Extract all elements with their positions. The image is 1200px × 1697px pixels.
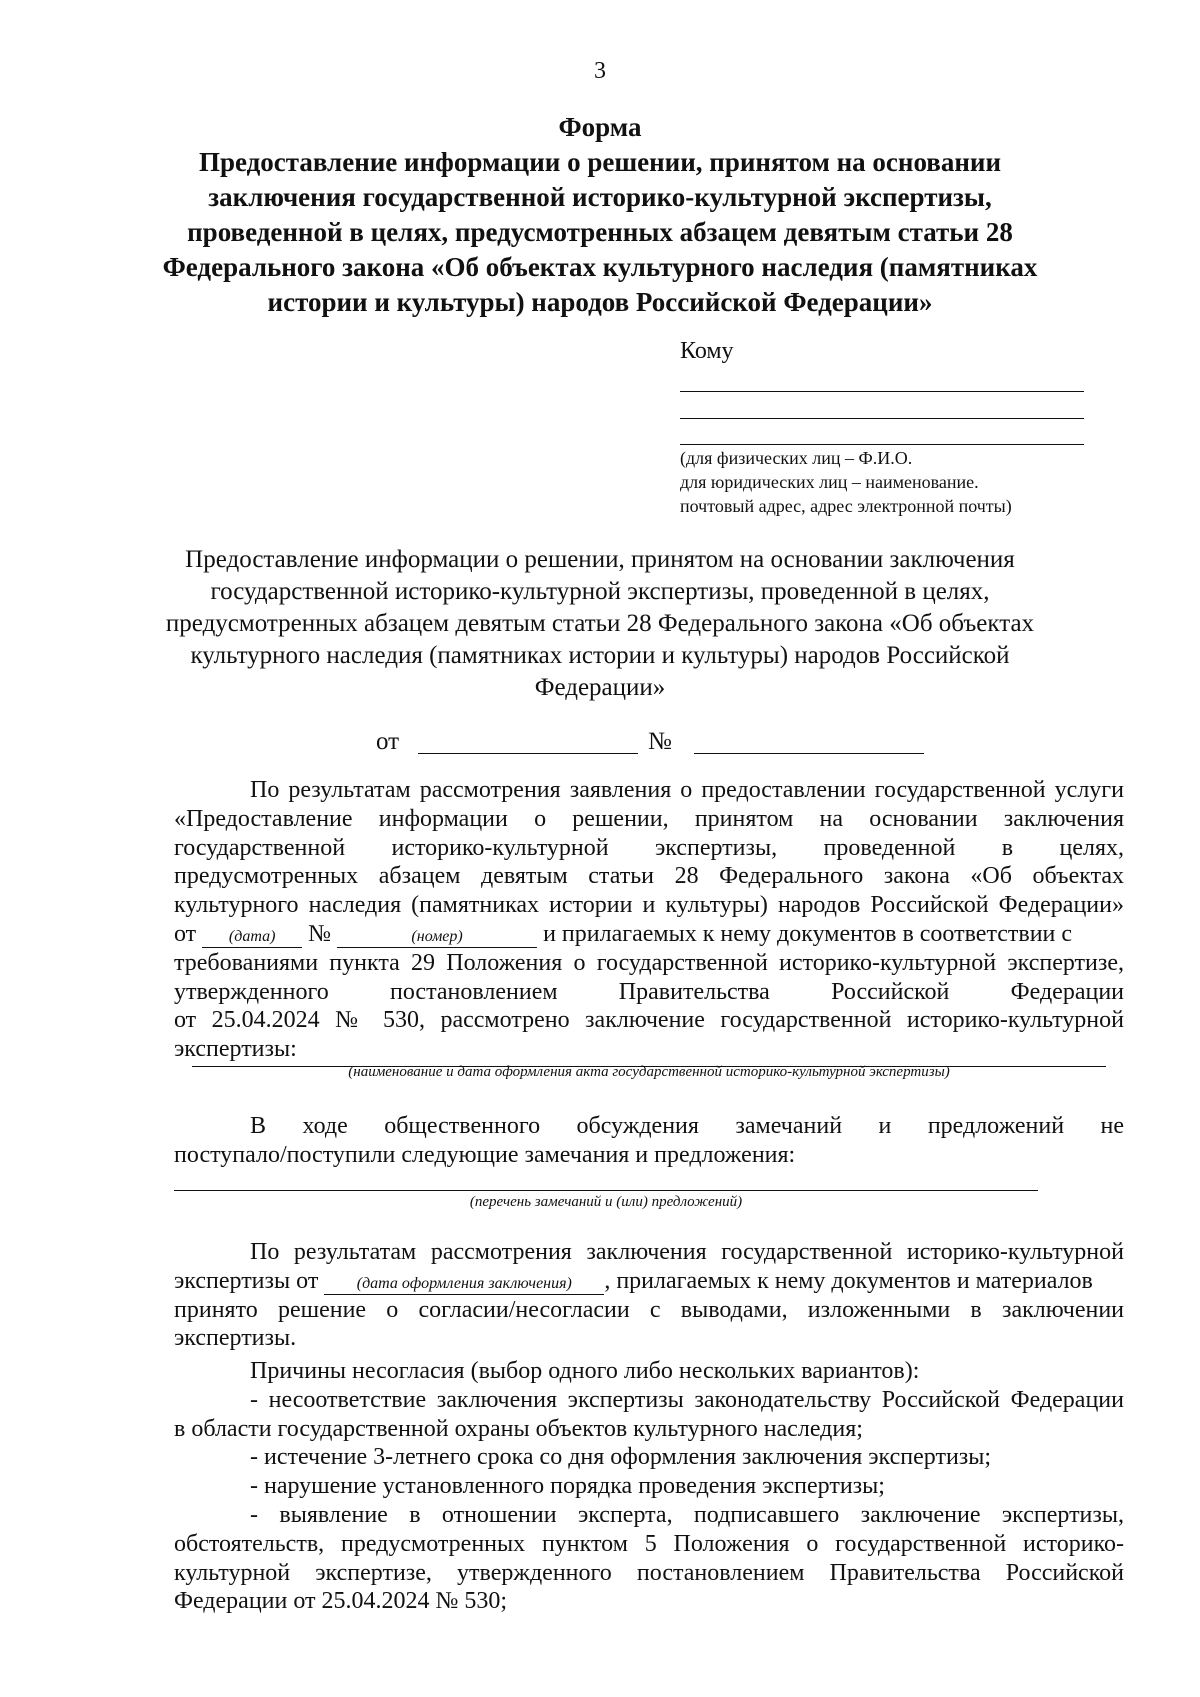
text-line: экспертизы: [174, 1036, 297, 1063]
form-title-line: Федерального закона «Об объектах культурного наследия (памятниках [162, 252, 1038, 282]
text-line: предусмотренных абзацем девятым статьи 28 Федерального закона «Об объектах [174, 863, 1124, 890]
application-number-field[interactable]: (номер) [337, 927, 537, 948]
expertise-act-caption: (наименование и дата оформления акта государственной историко-культурной экспертизы) [348, 1064, 950, 1080]
recipient-note-line: почтовый адрес, адрес электронной почты) [680, 496, 1012, 516]
recipient-note [680, 446, 1012, 518]
form-title-line: истории и культуры) народов Российской Федерации» [267, 287, 933, 317]
recipient-label: Кому [680, 338, 734, 364]
text-line: культурного наследия (памятниках истории и культуры) народов Российской Федерации» [174, 892, 1124, 919]
recipient-line[interactable] [680, 444, 1084, 445]
recipient-note-line: для юридических лиц – наименование. [680, 472, 979, 492]
reason-item: - несоответствие заключения экспертизы законодательству Российской Федерации [250, 1386, 1124, 1413]
application-date-field[interactable]: (дата) [202, 927, 302, 948]
conclusion-date-field[interactable]: (дата оформления заключения) [324, 1274, 604, 1295]
text-line: утвержденного постановлением Правительства Российской Федерации [174, 978, 1124, 1005]
text-line: от 25.04.2024 № 530, рассмотрено заключение государственной историко-культурной [174, 1007, 1124, 1034]
remarks-field[interactable] [174, 1190, 1038, 1191]
date-field[interactable] [418, 753, 638, 754]
form-label: Форма [558, 112, 642, 142]
date-label: от [174, 920, 197, 947]
recipient-line[interactable] [680, 391, 1084, 392]
text-line-with-fields [174, 920, 1124, 949]
page-number: 3 [594, 58, 606, 84]
subtitle-line: культурного наследия (памятниках истории и культуры) народов Российской [190, 642, 1010, 669]
text-line: требованиями пункта 29 Положения о государственной историко-культурной экспертизе, [174, 949, 1124, 976]
subtitle-line: государственной историко-культурной экспертизы, проведенной в целях, [210, 578, 990, 605]
reason-item: - нарушение установленного порядка проведения экспертизы; [250, 1473, 885, 1500]
text-fragment: и прилагаемых к нему документов в соответствии с [543, 920, 1073, 947]
recipient-line[interactable] [680, 418, 1084, 419]
disagreement-reasons [174, 1357, 1124, 1616]
text-line: государственной историко-культурной экспертизы, проведенной в целях, [174, 834, 1124, 861]
text-line: поступало/поступили следующие замечания и предложения: [174, 1141, 796, 1168]
reason-item: Федерации от 25.04.2024 № 530; [174, 1588, 508, 1615]
text-line: По результатам рассмотрения заявления о предоставлении государственной услуги [250, 777, 1124, 803]
text-line: «Предоставление информации о решении, принятом на основании заключения [174, 805, 1124, 832]
remarks-caption: (перечень замечаний и (или) предложений) [469, 1194, 743, 1210]
reason-item: - выявление в отношении эксперта, подписавшего заключение экспертизы, [250, 1501, 1124, 1528]
form-title-line: заключения государственной историко-культурной экспертизы, [208, 182, 992, 212]
subtitle-line: предусмотренных абзацем девятым статьи 28 Федерального закона «Об объектах [165, 610, 1035, 637]
text-line: В ходе общественного обсуждения замечаний и предложений не [250, 1113, 1124, 1139]
text-line: экспертизы. [174, 1325, 297, 1352]
paragraph-public-discussion [174, 1112, 1124, 1170]
paragraph-decision [174, 1238, 1124, 1353]
text-fragment: экспертизы от [174, 1267, 319, 1294]
number-label: № [308, 920, 332, 947]
text-line: принято решение о согласии/несогласии с выводами, изложенными в заключении [174, 1296, 1124, 1323]
reason-item: культурной экспертизе, утвержденного постановлением Правительства Российской [174, 1559, 1124, 1586]
form-title-line: Предоставление информации о решении, принятом на основании [198, 147, 1002, 177]
paragraph-application-review [174, 776, 1124, 1064]
form-title [150, 110, 1050, 320]
document-subtitle [150, 544, 1050, 704]
date-label: от [376, 728, 400, 755]
reason-item: - истечение 3-летнего срока со дня оформления заключения экспертизы; [250, 1444, 992, 1471]
reason-item: в области государственной охраны объектов культурного наследия; [174, 1415, 863, 1442]
number-label: № [648, 728, 672, 755]
recipient-note-line: (для физических лиц – Ф.И.О. [680, 448, 913, 468]
form-title-line: проведенной в целях, предусмотренных абзацем девятым статьи 28 [187, 217, 1013, 247]
number-field[interactable] [694, 753, 924, 754]
subtitle-line: Федерации» [534, 674, 666, 701]
text-fragment: , прилагаемых к нему документов и материалов [604, 1267, 1093, 1294]
reasons-heading: Причины несогласия (выбор одного либо нескольких вариантов): [250, 1358, 920, 1384]
subtitle-line: Предоставление информации о решении, принятом на основании заключения [185, 546, 1015, 573]
text-line-with-field [174, 1267, 1124, 1296]
reason-item: обстоятельств, предусмотренных пунктом 5 Положения о государственной историко- [174, 1530, 1124, 1557]
text-line: По результатам рассмотрения заключения государственной историко-культурной [250, 1239, 1124, 1265]
